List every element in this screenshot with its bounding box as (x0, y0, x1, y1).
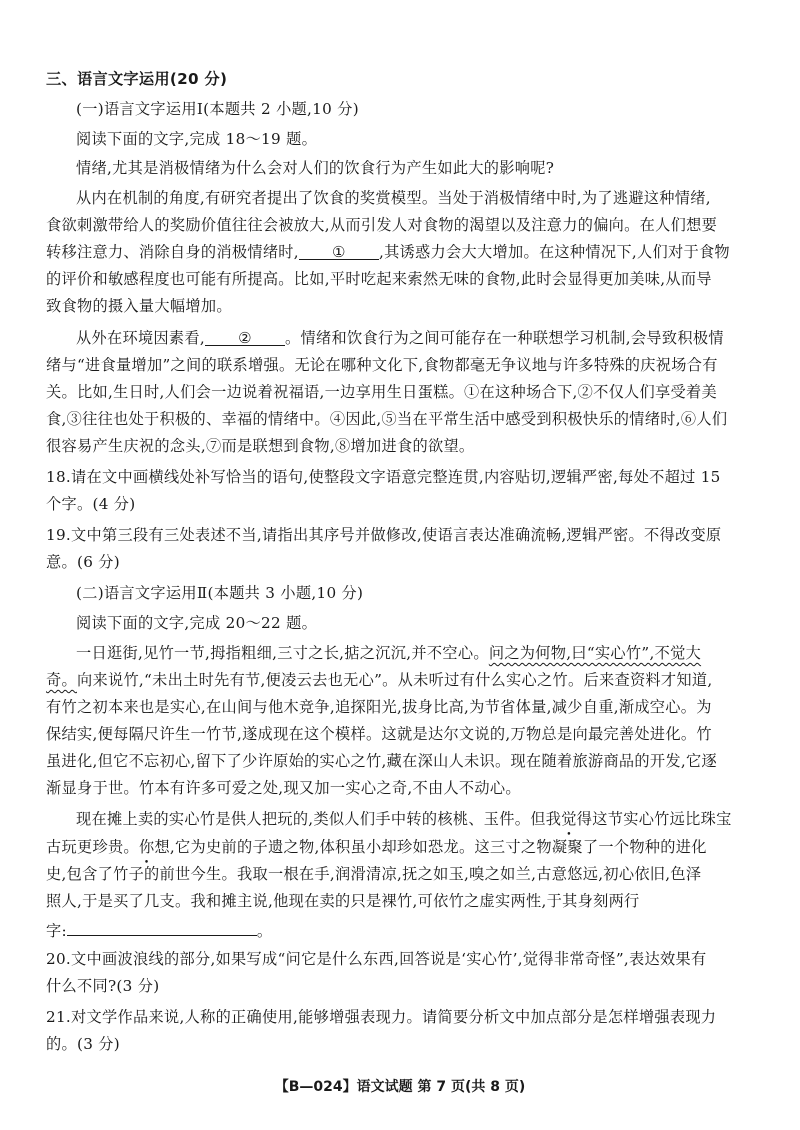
question-20-cont: 什么不同?(3 分) (46, 977, 160, 995)
passage1-para2-line (46, 241, 730, 263)
passage2-para2-line: 照人,于是买了几支。我和摊主说,他现在卖的只是裸竹,可依竹之虚实两性,于其身刻两行 (46, 892, 640, 910)
section-title: 三、语言文字运用(20 分) (46, 70, 228, 88)
part1-instruction: 阅读下面的文字,完成 18～19 题。 (76, 130, 318, 148)
passage2-para2-line: 史,包含了竹子的前世今生。我取一根在手,润滑清凉,抚之如玉,嗅之如兰,古意悠远,初心依旧,色泽 (46, 865, 702, 883)
text-segment: ,其诱惑力会大大增加。在这种情况下,人们对于食物 (378, 243, 730, 261)
page-footer: 【B—024】语文试题 第 7 页(共 8 页) (274, 1079, 526, 1095)
passage1-para3-line: 很容易产生庆祝的念头,⑦而是联想到食物,⑧增加进食的欲望。 (46, 437, 475, 455)
passage1-para3-line (76, 327, 724, 349)
part1-heading: (一)语言文字运用Ⅰ(本题共 2 小题,10 分) (76, 100, 359, 118)
wavy-underlined-text: 奇。 (46, 671, 77, 689)
passage2-para1-line (46, 669, 713, 691)
passage1-para3-line: 绪与“进食量增加”之间的联系增强。无论在哪种文化下,食物都毫无争议地与许多特殊的庆祝场合有 (46, 356, 718, 374)
passage2-para2-line (46, 836, 707, 858)
passage2-para1-line: 渐显身于世。竹本有许多可爱之处,现又加一实心之奇,不由人不动心。 (46, 779, 521, 797)
passage2-para1-line (76, 642, 701, 664)
question-19-cont: 意。(6 分) (46, 553, 121, 571)
passage2-para2-line (46, 917, 272, 942)
part2-instruction: 阅读下面的文字,完成 20～22 题。 (76, 614, 318, 632)
text-segment: 。情绪和饮食行为之间可能存在一种联想学习机制,会导致积极情 (285, 329, 724, 347)
text-segment: 字: (46, 922, 67, 940)
passage1-para2-line: 从内在机制的角度,有研究者提出了饮食的奖赏模型。当处于消极情绪中时,为了逃避这种情绪, (76, 189, 711, 207)
part2-heading: (二)语言文字运用Ⅱ(本题共 3 小题,10 分) (76, 584, 364, 602)
text-segment: 现在摊上卖的实心竹是供人把玩的,类似人们手中转的核桃、玉件。但 (76, 810, 546, 828)
text-segment: 古玩更珍贵。 (46, 838, 139, 856)
passage1-para3-line: 食,③往往也处于积极的、幸福的情绪中。④因此,⑤当在平常生活中感受到积极快乐的情绪时,⑥人们 (46, 410, 728, 428)
wavy-underlined-text: 问之为何物,曰“实心竹”,不觉大 (488, 644, 702, 662)
passage1-para1: 情绪,尤其是消极情绪为什么会对人们的饮食行为产生如此大的影响呢? (76, 159, 555, 177)
fill-blank-2: ② (205, 327, 285, 346)
dotted-emphasis-text: 你 (138, 838, 155, 856)
passage1-para3-line: 关。比如,生日时,人们会一边说着祝福语,一边享用生日蛋糕。①在这种场合下,②不仅人们享受着美 (46, 383, 717, 401)
dotted-emphasis-text: 我觉得 (545, 810, 593, 828)
text-segment: 从外在环境因素看, (76, 329, 206, 347)
question-20: 20.文中画波浪线的部分,如果写成“问它是什么东西,回答说是‘实心竹’,觉得非常奇怪”,表达效果有 (46, 950, 707, 968)
passage2-para2-line (76, 808, 732, 830)
question-19: 19.文中第三段有三处表述不当,请指出其序号并做修改,使语言表达准确流畅,逻辑严密。不得改变原 (46, 526, 722, 544)
passage1-para2-line: 致食物的摄入量大幅增加。 (46, 297, 232, 315)
passage2-para1-line: 有竹之初本来也是实心,在山间与他木竞争,追探阳光,拔身比高,为节省体量,减少自重,渐成空心。为 (46, 698, 712, 716)
text-segment: 向来说竹,“未出土时先有节,便凌云去也无心”。从未听过有什么实心之竹。后来查资料才知道, (76, 671, 713, 689)
passage2-para1-line: 保结实,便每隔尺许生一竹节,遂成现在这个模样。这就是达尔文说的,万物总是向最完善处进化。竹 (46, 725, 712, 743)
passage2-para1-line: 虽进化,但它不忘初心,留下了少许原始的实心之竹,藏在深山人未识。现在随着旅游商品的开发,它逐 (46, 752, 717, 770)
fill-blank-1: ① (299, 241, 379, 260)
passage1-para2-line: 的评价和敏感程度也可能有所提高。比如,平时吃起来索然无味的食物,此时会显得更加美味,从而导 (46, 270, 712, 288)
text-segment: 。 (256, 922, 273, 940)
text-segment: 想,它为史前的子遗之物,体积虽小却珍如恐龙。这三寸之物凝聚了一个物种的进化 (154, 838, 707, 856)
question-18-cont: 个字。(4 分) (46, 495, 136, 513)
answer-blank (67, 917, 257, 936)
passage1-para2-line: 食欲刺激带给人的奖励价值往往会被放大,从而引发人对食物的渴望以及注意力的偏向。在人们想要 (46, 216, 718, 234)
question-18: 18.请在文中画横线处补写恰当的语句,使整段文字语意完整连贯,内容贴切,逻辑严密,每处不超过 15 (46, 468, 721, 486)
question-21: 21.对文学作品来说,人称的正确使用,能够增强表现力。请简要分析文中加点部分是怎样增强表现力 (46, 1008, 717, 1026)
question-21-cont: 的。(3 分) (46, 1035, 121, 1053)
text-segment: 这节实心竹远比珠宝 (592, 810, 732, 828)
text-segment: 一日逛街,见竹一节,拇指粗细,三寸之长,掂之沉沉,并不空心。 (76, 644, 489, 662)
text-segment: 转移注意力、消除自身的消极情绪时, (46, 243, 299, 261)
